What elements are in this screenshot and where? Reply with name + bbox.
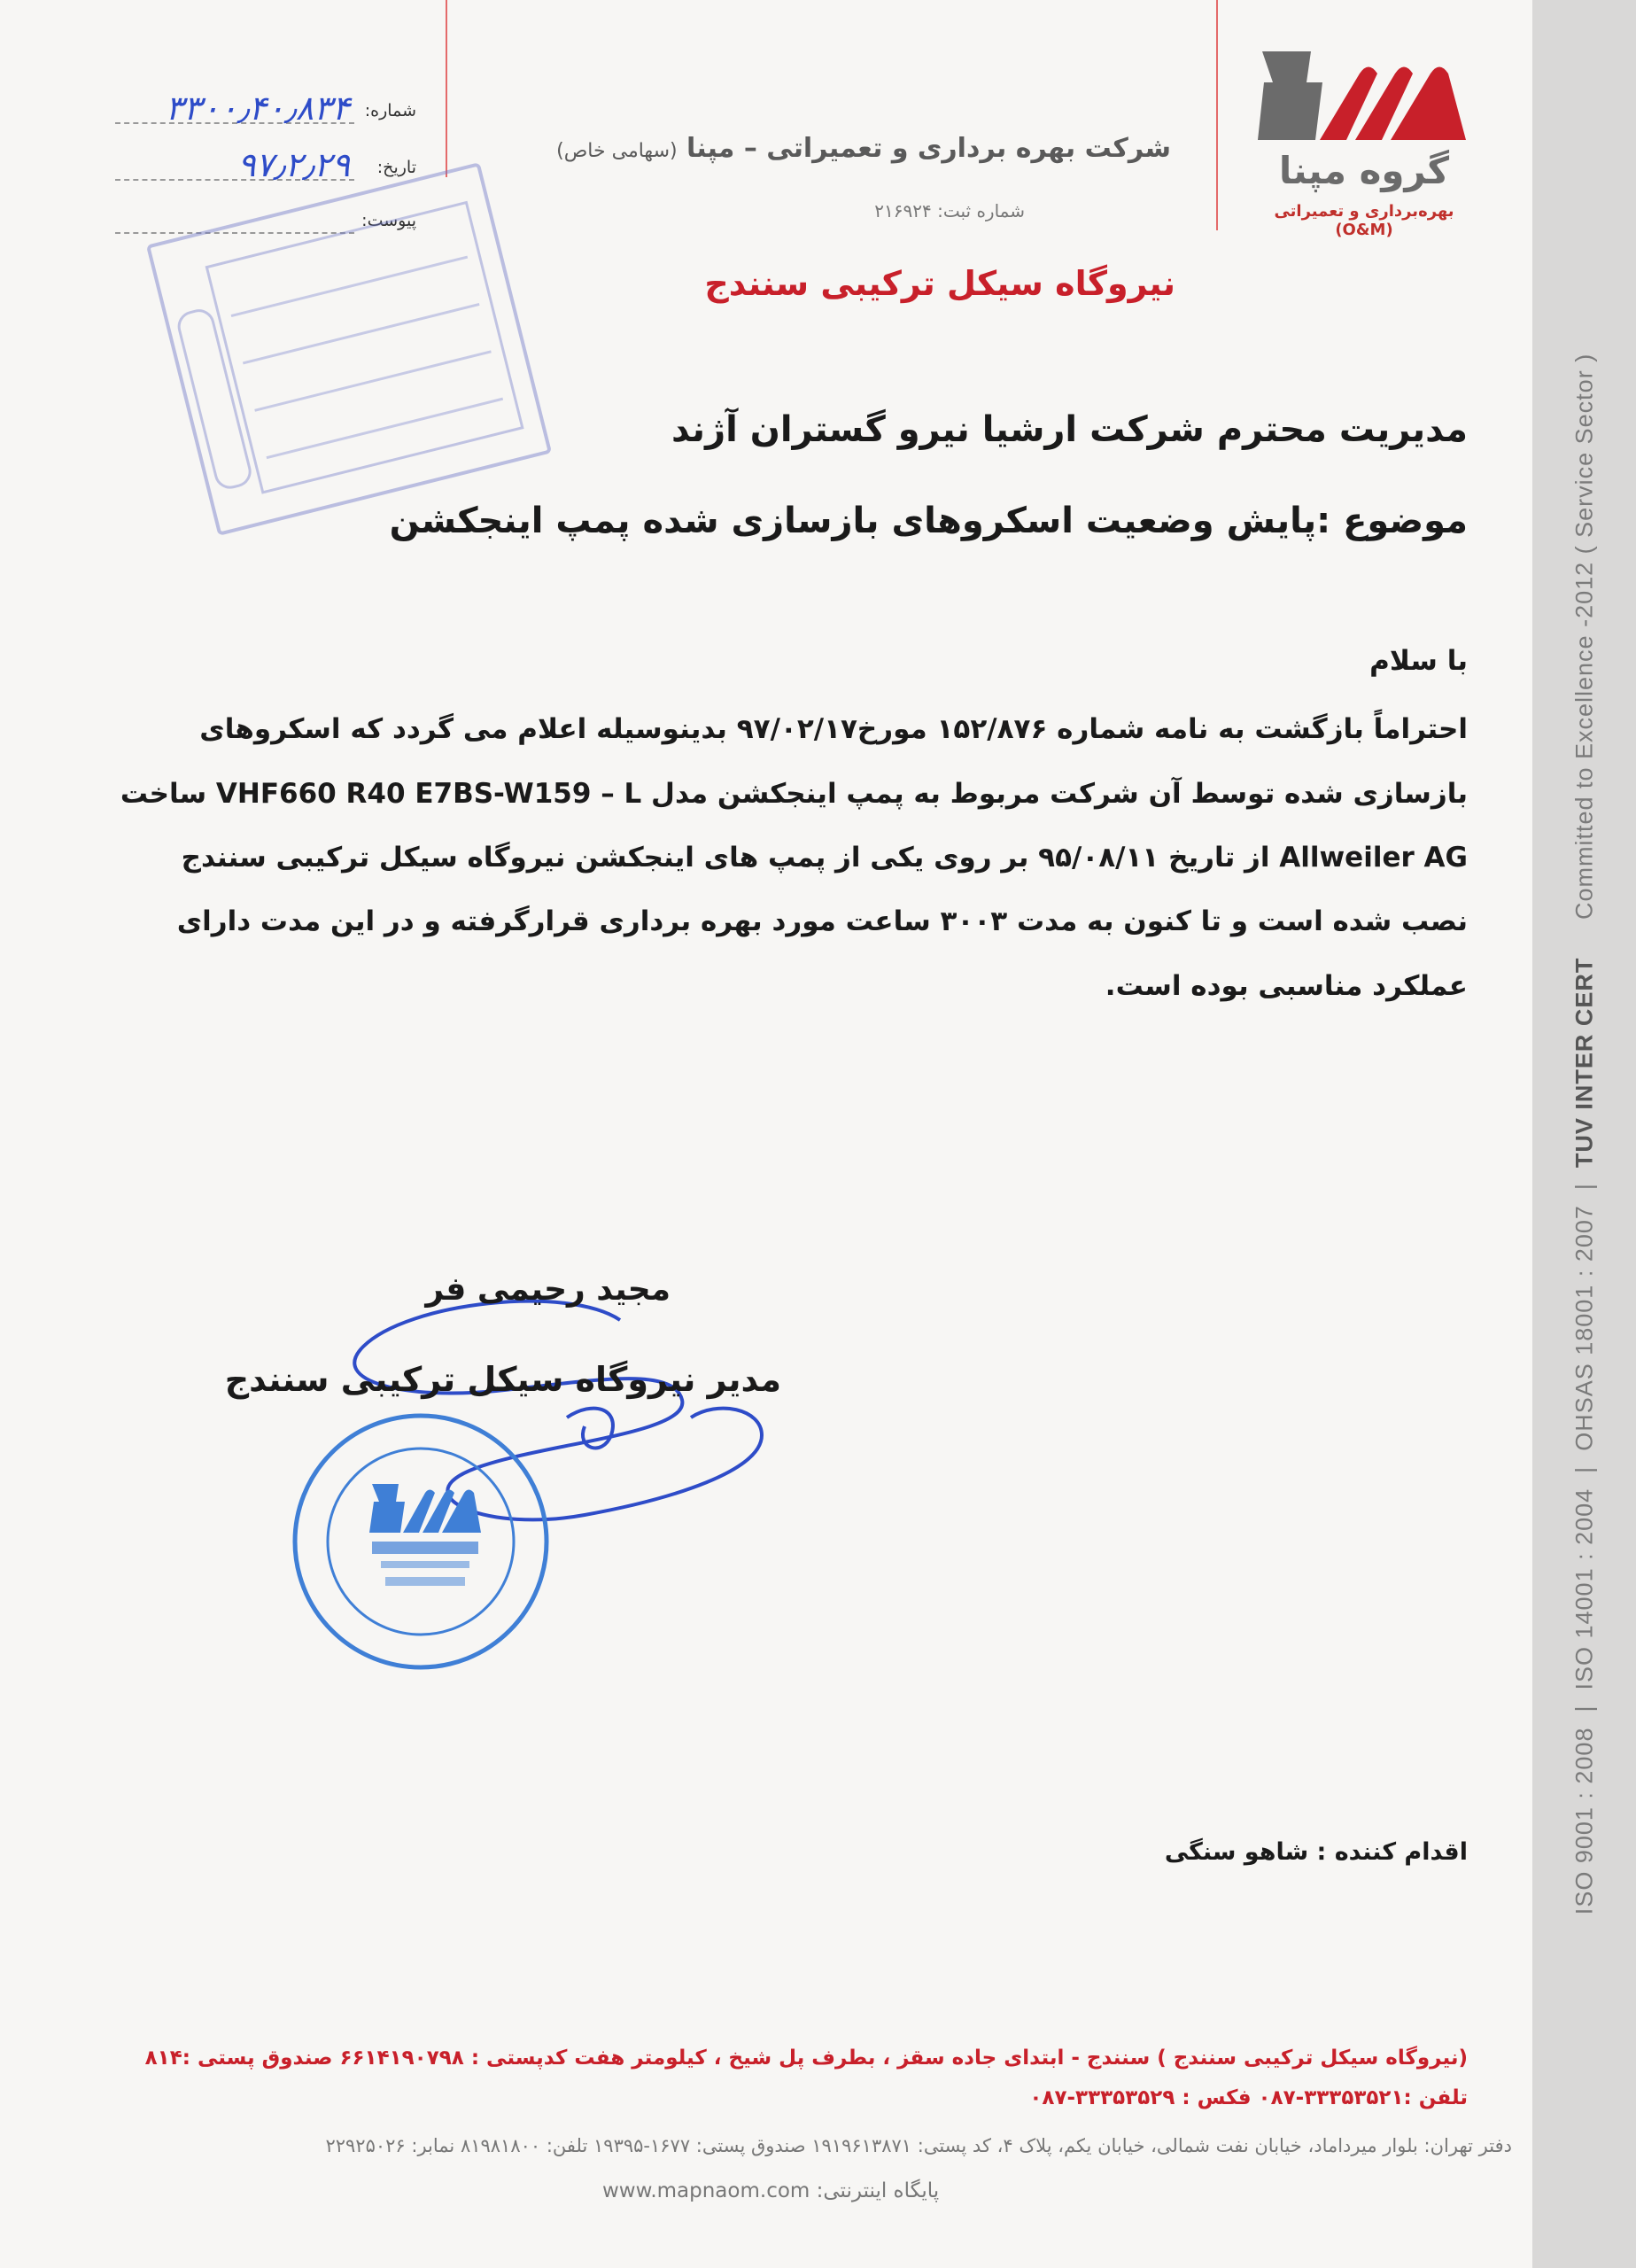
cert-iso9001: ISO 9001 : 2008 [1570,1727,1598,1915]
number-handwritten: ۳۳۰۰٫۴۰٫۸۳۴ [165,89,350,128]
date-handwritten: ۹۷٫۲٫۲۹ [237,145,350,184]
company-name [556,133,1171,164]
subject-line: موضوع :پایش وضعیت اسکروهای بازسازی شده پمپ اینجکشن [389,501,1468,541]
cert-excellence: Committed to Excellence -2012 ( Service Sector ) [1570,353,1598,920]
greeting: با سلام [1369,645,1468,677]
company-type: (سهامی خاص) [556,140,678,162]
company-name-text: شرکت بهره برداری و تعمیراتی – مپنا [686,133,1171,164]
plant-title: نیروگاه سیکل ترکیبی سنندج [704,264,1175,303]
cert-ohsas: OHSAS 18001 : 2007 [1570,1205,1598,1451]
number-field [115,89,416,135]
footer-tehran-office: دفتر تهران: بلوار میرداماد، خیابان نفت شمالی، خیابان یکم، پلاک ۴، کد پستی: ۱۹۱۹۶۱۳۸۷۱ صندوق پستی: ۱۶۷۷-۱۹۳۹۵ تلفن: ۸۱۹۸۱۸۰۰ نمابر: ۲۲۹۲۵۰۲۶ [325,2135,1512,2156]
addressee: مدیریت محترم شرکت ارشیا نیرو گستران آژند [671,409,1468,450]
cert-iso14001: ISO 14001 : 2004 [1570,1487,1598,1690]
date-label: تاریخ: [376,158,416,177]
footer-address: (نیروگاه سیکل ترکیبی سنندج ) سنندج - ابتدای جاده سقز ، بطرف پل شیخ ، کیلومتر هفت کدپستی : ۶۶۱۴۱۹۰۷۹۸ صندوق پستی :۸۱۴ [144,2047,1468,2070]
action-by: اقدام کننده : شاهو سنگی [1164,1838,1468,1866]
website-url[interactable]: www.mapnaom.com [602,2179,810,2202]
received-stamp-frame [205,201,524,494]
footer-phone: تلفن :۳۳۳۵۳۵۲۱-۰۸۷ فکس : ۳۳۳۵۳۵۲۹-۰۸۷ [1029,2086,1468,2109]
body-line: احتراماً بازگشت به نامه شماره ۱۵۲/۸۷۶ مورخ۹۷/۰۲/۱۷ بدینوسیله اعلام می گردد که اسکروهای [199,713,1468,745]
number-label: شماره: [364,101,416,120]
date-field [115,145,416,191]
registration-number: شماره ثبت: ۲۱۶۹۲۴ [874,200,1025,221]
website-label: پایگاه اینترنتی: [816,2179,940,2202]
signatory-title: مدیر نیروگاه سیکل ترکیبی سنندج [224,1360,781,1399]
logo-subtitle: بهره‌برداری و تعمیراتی (O&M) [1274,202,1454,239]
logo-name: گروه مپنا [1278,149,1450,192]
cert-tuv: TUV INTER CERT [1570,957,1598,1169]
footer-website [602,2179,939,2202]
signatory-name: مجید رحیمی فر [425,1271,671,1308]
margin-line-right [1216,0,1218,230]
company-seal-icon [288,1409,554,1674]
attachment-label: پیوست: [361,211,416,230]
certification-text: ISO 9001 : 2008 | ISO 14001 : 2004 | OHSAS 18001 : 2007 | TUV INTER CERT Committed to Excellence -2012 ( Service Sector ) [1570,353,1598,1915]
margin-line-left [446,0,447,177]
mapna-logo-icon [1244,43,1484,229]
body-line: نصب شده است و تا کنون به مدت ۳۰۰۳ ساعت مورد بهره برداری قرارگرفته و در این مدت دارای [176,905,1468,937]
body-line: Allweiler AG از تاریخ ۹۵/۰۸/۱۱ بر روی یکی از پمپ های اینجکشن نیروگاه سیکل ترکیبی سنندج [181,842,1468,874]
body-line: عملکرد مناسبی بوده است. [1105,970,1468,1002]
body-line: بازسازی شده توسط آن شرکت مربوط به پمپ اینجکشن مدل VHF660 R40 E7BS-W159 – L ساخت [120,778,1468,810]
